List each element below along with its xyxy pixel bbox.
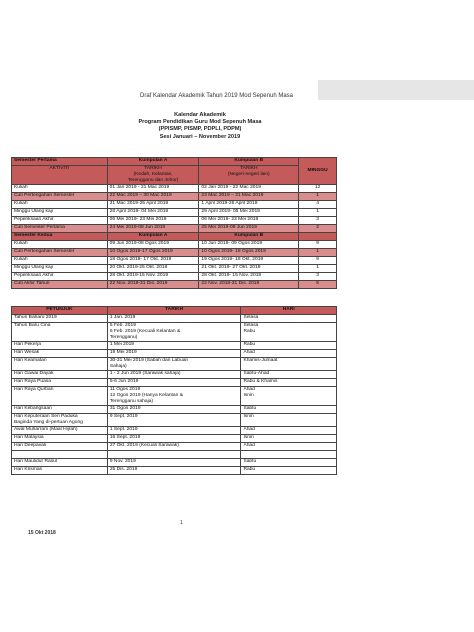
cell-line: Sabtu (243, 406, 257, 411)
table-cell: 02 Jan 2019 - 22 Mac 2019 (199, 185, 299, 193)
table-cell: 28 April 2019- 04 Mei 2019 (107, 209, 199, 217)
table-row (12, 435, 337, 443)
cell-line: 1 - 2 Jun 2019 (Sarawak sahaja) (109, 371, 181, 376)
cell-line: Hari Deepavali (14, 443, 47, 448)
table-cell (241, 414, 337, 427)
table-cell (241, 467, 337, 475)
table-cell (107, 379, 241, 387)
cell-line: 19 Mei 2019 (109, 350, 137, 355)
table-row (12, 467, 337, 475)
subheader-line: Terengganu dan Johor) (127, 178, 179, 183)
cell-line: 5 Feb. 2019 (109, 323, 136, 328)
table-header-cell: HARI (241, 307, 337, 315)
table-cell (12, 459, 108, 467)
table-cell (107, 315, 241, 323)
table-header-cell: Kumpulan B (199, 233, 299, 241)
cell-line: Hari Wesak (14, 350, 40, 355)
cell-line: Isnin (243, 414, 254, 419)
table-cell (12, 350, 108, 358)
cell-line: Ahad (243, 443, 255, 448)
table-cell (241, 435, 337, 443)
cell-line: Ahad (243, 350, 255, 355)
cell-line: 9 Nov. 2019 (109, 459, 136, 464)
table-row (12, 201, 337, 209)
table-cell: 28 Okt. 2019-15 Nov. 2019 (107, 273, 199, 281)
table-cell: 20 Okt. 2019-25 Okt. 2019 (107, 265, 199, 273)
cell-line: 5-6 Jun 2019 (109, 379, 139, 384)
table-row (12, 459, 337, 467)
footer-date: 15 Okt 2018 (28, 530, 56, 536)
table-cell (12, 379, 108, 387)
cell-line: Isnin (243, 435, 254, 440)
cell-line: Rabu (243, 467, 256, 472)
table-row (12, 225, 337, 233)
table-cell: 09 Jun 2019-08 Ogos 2019 (107, 241, 199, 249)
table-row (12, 209, 337, 217)
cell-line: Selasa (243, 323, 259, 328)
table-cell: Minggu Ulang kaji (12, 209, 108, 217)
table-header-cell: Semester Pertama (12, 158, 108, 166)
table-cell: 19 Ogos 2019- 18 Okt. 2019 (199, 257, 299, 265)
table-cell: Minggu Ulang kaji (12, 265, 108, 273)
cell-line: 12 Ogos 2019 (Hanya Kelantan & (109, 393, 183, 398)
table-row (12, 451, 337, 459)
cell-line: Terengganu) (109, 335, 138, 340)
cell-line: Sabtu (243, 459, 257, 464)
table-cell (241, 371, 337, 379)
table-cell: 12 (299, 185, 337, 193)
table-cell: Cuti Semester Pertama (12, 225, 108, 233)
cell-line: Hari Raya Qurban (14, 387, 54, 392)
table-cell: 3 (299, 217, 337, 225)
cell-line: 6 Feb. 2019 (Kecuali Kelantan & (109, 329, 181, 334)
table-cell (12, 451, 108, 459)
table-row (12, 358, 337, 371)
table-cell: 23 Mac 2019 – 31 Mac 2019 (199, 193, 299, 201)
table-header-cell: AKTIVITI (12, 166, 108, 185)
page-number: 1 (180, 520, 183, 526)
table-row (12, 241, 337, 249)
subheader-line: TARIKH (239, 166, 258, 171)
table-cell: 1 (299, 265, 337, 273)
cell-line: 16 Sept. 2019 (109, 435, 141, 440)
table-row (12, 427, 337, 435)
table-row (12, 323, 337, 342)
table-cell (12, 371, 108, 379)
table-cell (12, 387, 108, 406)
table-cell (12, 315, 108, 323)
table-header-cell: Kumpulan B (199, 158, 299, 166)
table-cell: Peperiksaan Akhir (12, 217, 108, 225)
table-cell (107, 323, 241, 342)
cell-line: 1 Jan. 2019 (109, 315, 136, 320)
cell-line: Hari Malaysia (14, 435, 44, 440)
table-cell (12, 435, 108, 443)
table-cell: 29 April 2019- 05 Mei 2019 (199, 209, 299, 217)
table-row (12, 342, 337, 350)
cell-line: Hari Keputeraan Seri Paduka (14, 414, 78, 419)
table-row (12, 265, 337, 273)
table-cell: Cuti Akhir Tahun (12, 281, 108, 289)
cell-line: Ahad (243, 387, 255, 392)
cell-line: Hari Raya Puasa (14, 379, 51, 384)
table-cell: 28 Okt. 2019- 15 Nov. 2019 (199, 273, 299, 281)
semester-1-header (12, 158, 337, 166)
cell-line: 31 Ogos 2019 (109, 406, 141, 411)
document-titles (100, 112, 300, 141)
table-cell: 10 Ogos 2019- 18 Ogos 2019 (199, 249, 299, 257)
cell-line: Sabtu-Ahad (243, 371, 270, 376)
table-cell: 22 Nov. 2018-31 Dis. 2019 (199, 281, 299, 289)
cell-line (14, 451, 105, 457)
table-cell (12, 467, 108, 475)
cell-line: Rabu & Khamis (243, 379, 278, 384)
cell-line: Terengganu sahaja) (109, 399, 154, 404)
cell-line: 11 Ogos 2019 (109, 387, 141, 392)
table-cell (107, 387, 241, 406)
cell-line: Hari Gawai Dayak (14, 371, 54, 376)
table-cell: Cuti Pertengahan Semester (12, 193, 108, 201)
subheader-line: (Negeri-negeri lain) (227, 172, 270, 177)
table-header-cell: TARIKH (107, 307, 241, 315)
table-cell: 1 April 2019-26 April 2019 (199, 201, 299, 209)
cell-line: Hari Kebangsaan (14, 406, 52, 411)
table-cell (241, 379, 337, 387)
table-row (12, 414, 337, 427)
table-cell (241, 451, 337, 459)
header-note: Draf Kalendar Akademik Tahun 2019 Mod Sepenuh Masa (140, 93, 293, 99)
table-cell (107, 467, 241, 475)
table-cell (107, 350, 241, 358)
cell-line: 1 Mei 2019 (109, 342, 135, 347)
table-cell (107, 451, 241, 459)
table-cell: Peperiksaan Akhir (12, 273, 108, 281)
table-cell: 18 Ogos 2019- 17 Okt. 2019 (107, 257, 199, 265)
cell-line (110, 451, 239, 457)
table-row (12, 315, 337, 323)
cell-line: Ahad (243, 427, 255, 432)
cell-line: 27 Okt. 2019 (Kecuali Sarawak) (109, 443, 179, 448)
comment-sidebar (318, 80, 474, 100)
table-cell (107, 443, 241, 451)
table-row (12, 249, 337, 257)
table-cell: 24 Mei 2019-08 Jun 2019 (107, 225, 199, 233)
table-header-cell: PETUNJUK (12, 307, 108, 315)
table-row (12, 406, 337, 414)
table-row (12, 217, 337, 225)
table-row (12, 350, 337, 358)
table-cell: Kuliah (12, 201, 108, 209)
table-cell: 2 (299, 225, 337, 233)
table-row (12, 281, 337, 289)
table-header-cell (199, 166, 299, 185)
table-cell: 10 Ogos 2019-17 Ogos 2019 (107, 249, 199, 257)
table-row (12, 185, 337, 193)
semester-table (11, 157, 337, 289)
cell-line: 9 Sept. 2019 (109, 414, 138, 419)
holiday-header (12, 307, 337, 315)
cell-line: Sahaja) (109, 364, 127, 369)
table-cell: 5 (299, 281, 337, 289)
table-cell (107, 406, 241, 414)
table-cell: 06 Mei 2019- 23 Mei 2019 (107, 217, 199, 225)
table-cell (241, 443, 337, 451)
cell-line: Rabu (243, 329, 256, 334)
table-cell: 9 (299, 257, 337, 265)
table-cell: 25 Mei 2019-09 Jun 2019 (199, 225, 299, 233)
table-header-cell: MINGGU (299, 158, 337, 185)
cell-line: 30-31 Mei 2019 (Sabah dan Labuan (109, 358, 189, 363)
table-header-cell: Kumpulan A (107, 158, 199, 166)
cell-line: Hari Keamatan (14, 358, 47, 363)
cell-line: Hari Pekerja (14, 342, 41, 347)
table-cell (241, 459, 337, 467)
cell-line: Tahun Baharu 2019 (14, 315, 57, 320)
table-cell (107, 414, 241, 427)
subheader-line: (Kedah, Kelantan, (133, 172, 173, 177)
table-cell (241, 387, 337, 406)
table-cell (107, 435, 241, 443)
table-cell (107, 459, 241, 467)
subheader-line: TARIKH (144, 166, 162, 171)
table-row (12, 387, 337, 406)
holiday-table (11, 306, 337, 475)
title-line: Sesi Januari – November 2019 (159, 133, 241, 140)
table-cell (107, 342, 241, 350)
table-header-cell (299, 233, 337, 241)
semester-2-header (12, 233, 337, 241)
table-cell: 10 Jun 2019- 09 Ogos 2019 (199, 241, 299, 249)
cell-line (243, 451, 334, 457)
table-cell: 22 Mac 2019 – 30 Mac 2019 (107, 193, 199, 201)
table-cell: 01 Jan 2019 - 21 Mac 2019 (107, 185, 199, 193)
table-cell: 31 Mac 2019-25 April 2019 (107, 201, 199, 209)
table-cell: 1 (299, 249, 337, 257)
table-cell: Kuliah (12, 257, 108, 265)
table-cell: Kuliah (12, 241, 108, 249)
table-cell (241, 342, 337, 350)
table-row (12, 379, 337, 387)
table-cell (241, 350, 337, 358)
table-cell (107, 427, 241, 435)
table-cell: 4 (299, 201, 337, 209)
table-cell: 9 (299, 241, 337, 249)
table-header-cell: Kumpulan A (107, 233, 199, 241)
table-cell (241, 358, 337, 371)
table-cell (12, 342, 108, 350)
table-cell: 1 (299, 193, 337, 201)
table-row (12, 443, 337, 451)
cell-line: Awal Muharram (Maal Hijrah) (14, 427, 78, 432)
cell-line: 1 Sept. 2019 (109, 427, 138, 432)
table-cell: Cuti Pertengahan Semester (12, 249, 108, 257)
table-cell (241, 406, 337, 414)
table-cell (107, 371, 241, 379)
semester-1-subheader (12, 166, 337, 185)
cell-line: 25 Dis. 2019 (109, 467, 138, 472)
table-row (12, 257, 337, 265)
table-cell (241, 427, 337, 435)
table-cell: 06 Mei 2019- 23 Mei 2019 (199, 217, 299, 225)
table-cell (12, 427, 108, 435)
table-cell: 1 (299, 209, 337, 217)
cell-line: Baginda Yang di-pertuan Agong (14, 420, 83, 425)
table-header-cell (107, 166, 199, 185)
table-cell (107, 358, 241, 371)
table-cell (241, 315, 337, 323)
table-cell: Kuliah (12, 185, 108, 193)
cell-line: Hari Krismas (14, 467, 42, 472)
table-cell (12, 406, 108, 414)
cell-line: Khamis-Jumaat (243, 358, 278, 363)
table-cell (12, 443, 108, 451)
table-header-cell: Semester Kedua (12, 233, 108, 241)
cell-line: Tahun Baru Cina (14, 323, 51, 328)
table-cell (12, 358, 108, 371)
table-row (12, 193, 337, 201)
table-cell (241, 323, 337, 342)
cell-line: Isnin (243, 393, 254, 398)
title-line: Kalendar Akademik (174, 112, 226, 118)
cell-line: Hari Maulidur Rasul (14, 459, 57, 464)
table-row (12, 273, 337, 281)
cell-line: Selasa (243, 315, 259, 320)
table-row (12, 371, 337, 379)
title-line: (PPISMP, PISMP, PDPLI, PDPM) (158, 126, 242, 133)
table-cell: 3 (299, 273, 337, 281)
title-line: Program Pendidikan Guru Mod Sepenuh Masa (138, 119, 262, 126)
table-cell (12, 323, 108, 342)
table-cell: 21 Okt. 2019- 27 Okt. 2019 (199, 265, 299, 273)
table-cell: 22 Nov. 2019-31 Dis. 2019 (107, 281, 199, 289)
table-cell (12, 414, 108, 427)
cell-line: Rabu (243, 342, 256, 347)
